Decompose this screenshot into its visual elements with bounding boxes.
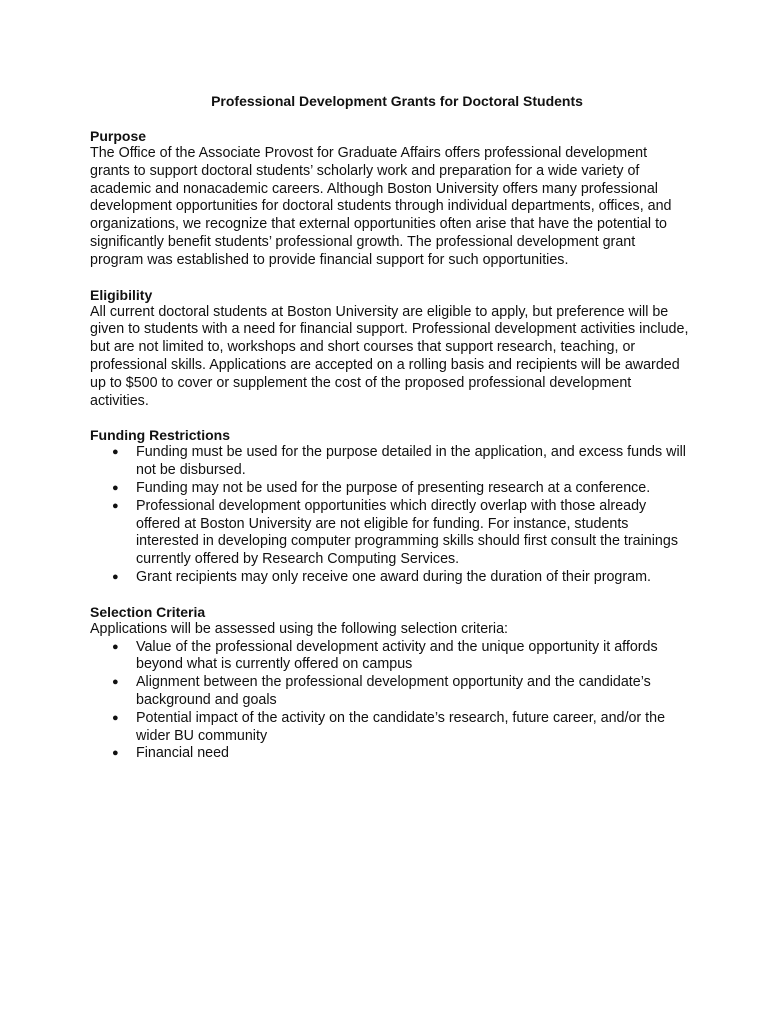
section-funding-restrictions (90, 426, 690, 586)
list-item-text: Financial need (136, 745, 229, 762)
section-heading-funding-restrictions: Funding Restrictions (90, 427, 230, 444)
list-item (112, 497, 690, 569)
bullet-icon: ● (112, 676, 119, 689)
bullet-icon: ● (112, 446, 119, 459)
list-item (112, 568, 690, 587)
bullet-icon: ● (112, 747, 119, 760)
list-item (112, 638, 690, 675)
list-item (112, 745, 690, 763)
list-item-text: Professional development opportunities which directly overlap with those already offered at Boston University are not eligible for funding. For instance, students interested in developing computer programming skills should first consult the trainings currently offered by Research Computing Services. (136, 497, 678, 568)
funding-restrictions-list (90, 444, 690, 586)
list-item-text: Funding may not be used for the purpose of presenting research at a conference. (136, 479, 651, 496)
section-purpose (90, 127, 690, 270)
document-title: Professional Development Grants for Doctoral Students (211, 93, 583, 109)
bullet-icon: ● (112, 640, 119, 653)
bullet-icon: ● (112, 570, 119, 583)
selection-criteria-intro: Applications will be assessed using the following selection criteria: (90, 620, 509, 637)
bullet-icon: ● (112, 499, 119, 512)
bullet-icon: ● (112, 481, 119, 494)
list-item-text: Potential impact of the activity on the candidate’s research, future career, and/or the wider BU community (136, 709, 666, 744)
list-item (112, 709, 690, 746)
section-heading-eligibility: Eligibility (90, 286, 153, 303)
list-item (112, 674, 690, 710)
section-heading-selection-criteria: Selection Criteria (90, 603, 206, 620)
list-item (112, 479, 690, 498)
section-heading-purpose: Purpose (90, 128, 147, 144)
list-item-text: Value of the professional development activity and the unique opportunity it affords beyond what is currently offered on campus (136, 638, 658, 673)
eligibility-paragraph: All current doctoral students at Boston University are eligible to apply, but preference will be given to students with a need for financial support. Professional development activities include, but are not limited to, workshops and short courses that support research, teaching, or professional skills. Applications are accepted on a rolling basis and recipients will be awarded up to $500 to cover or supplement the cost of the proposed professional development activities. (90, 303, 689, 409)
list-item (112, 444, 690, 480)
list-item-text: Funding must be used for the purpose detailed in the application, and excess funds will not be disbursed. (136, 444, 686, 479)
selection-criteria-list (90, 639, 690, 764)
section-selection-criteria (90, 603, 690, 763)
list-item-text: Grant recipients may only receive one award during the duration of their program. (136, 568, 651, 585)
purpose-paragraph: The Office of the Associate Provost for Graduate Affairs offers professional development grants to support doctoral students’ scholarly work and preparation for a wide variety of academic and nonacademic careers. Although Boston University offers many professional development opportunities for doctoral students through individual departments, offices, and organizations, we recognize that external opportunities often arise that have the potential to significantly benefit students’ professional growth. The professional development grant program was established to provide financial support for such opportunities. (90, 145, 672, 268)
section-eligibility (90, 286, 690, 411)
document-page (90, 92, 690, 779)
bullet-icon: ● (112, 711, 119, 724)
list-item-text: Alignment between the professional development opportunity and the candidate’s background and goals (136, 674, 651, 708)
